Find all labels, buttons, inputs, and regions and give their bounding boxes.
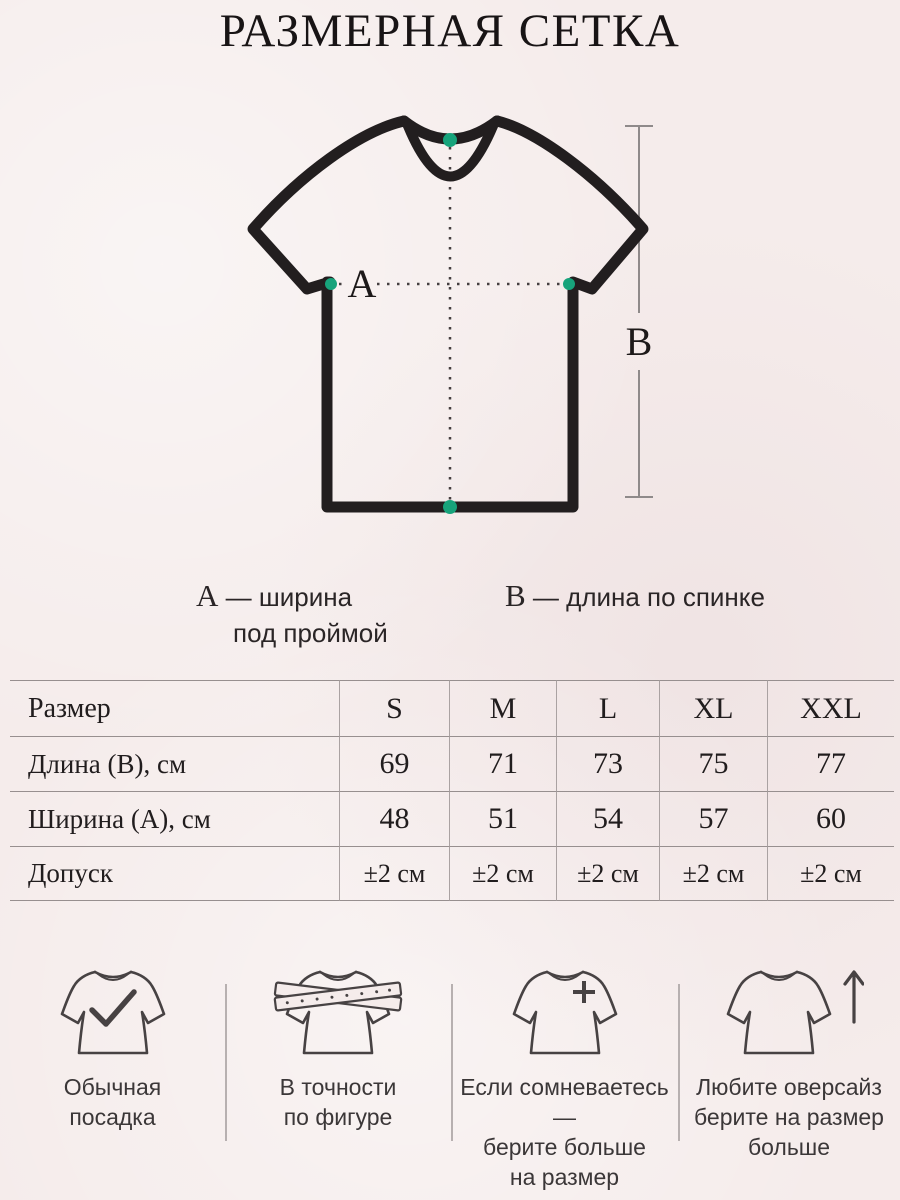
legend-width xyxy=(196,578,388,651)
fit-caption-line: Если сомневаетесь — xyxy=(460,1074,669,1130)
size-col-header: L xyxy=(557,680,660,736)
measure-points xyxy=(325,133,575,514)
measure-point-armpit-left xyxy=(325,278,337,290)
fit-caption-line: берите на размер xyxy=(694,1104,884,1130)
fit-caption-line: по фигуре xyxy=(283,1104,393,1130)
tolerance-value: ±2 см xyxy=(557,846,660,901)
width-label-a: A xyxy=(347,261,377,306)
size-col-header: XXL xyxy=(768,680,894,736)
legend-width-line2: под проймой xyxy=(233,618,388,648)
legend-length xyxy=(505,578,765,615)
width-value: 54 xyxy=(557,791,660,846)
fit-option-size-up-doubt xyxy=(451,962,678,1192)
length-value: 75 xyxy=(660,736,768,791)
legend-length-text: — длина по спинке xyxy=(532,582,765,612)
width-value: 57 xyxy=(660,791,768,846)
row-label-width: Ширина (A), см xyxy=(10,791,340,846)
fit-caption-line: посадка xyxy=(69,1104,156,1130)
width-value: 51 xyxy=(450,791,557,846)
fit-guide-divider xyxy=(225,984,227,1141)
measure-point-neck xyxy=(443,133,457,147)
fit-option-oversize xyxy=(678,962,900,1162)
width-value: 60 xyxy=(768,791,894,846)
measure-point-armpit-right xyxy=(563,278,575,290)
tolerance-value: ±2 см xyxy=(340,846,450,901)
length-label-b: B xyxy=(625,319,653,364)
tshirt-plus-icon xyxy=(500,962,630,1062)
tolerance-value: ±2 см xyxy=(450,846,557,901)
fit-caption-line: В точности xyxy=(279,1074,397,1100)
legend-width-text: — ширина xyxy=(225,582,353,612)
fit-guide-divider xyxy=(451,984,453,1141)
size-table-header-label: Размер xyxy=(10,680,340,736)
fit-caption-line: Любите оверсайз xyxy=(696,1074,882,1100)
page-title: РАЗМЕРНАЯ СЕТКА xyxy=(219,5,681,57)
size-col-header: XL xyxy=(660,680,768,736)
length-value: 71 xyxy=(450,736,557,791)
length-value: 73 xyxy=(557,736,660,791)
fit-option-regular xyxy=(0,962,225,1132)
tolerance-value: ±2 см xyxy=(768,846,894,901)
fit-caption-line: на размер xyxy=(509,1164,620,1190)
legend-width-letter: А xyxy=(196,578,219,613)
length-value: 77 xyxy=(768,736,894,791)
tshirt-check-icon xyxy=(48,962,178,1062)
legend-length-letter: В xyxy=(505,578,526,613)
fit-option-exact xyxy=(225,962,451,1132)
row-label-tolerance: Допуск xyxy=(10,846,340,901)
length-value: 69 xyxy=(340,736,450,791)
width-value: 48 xyxy=(340,791,450,846)
row-label-length: Длина (B), см xyxy=(10,736,340,791)
tolerance-value: ±2 см xyxy=(660,846,768,901)
fit-guide-divider xyxy=(678,984,680,1141)
size-table xyxy=(10,680,894,901)
size-col-header: M xyxy=(450,680,557,736)
tshirt-arrow-icon xyxy=(714,962,864,1062)
fit-caption-line: Обычная xyxy=(63,1074,162,1100)
length-measure-line xyxy=(625,126,653,497)
tshirt-outline xyxy=(253,121,643,507)
dotted-guides xyxy=(339,147,562,503)
size-col-header: S xyxy=(340,680,450,736)
measure-point-hem xyxy=(443,500,457,514)
fit-caption-line: берите больше xyxy=(483,1134,646,1160)
tshirt-tape-icon xyxy=(273,962,403,1062)
fit-caption-line: больше xyxy=(747,1134,831,1160)
tshirt-measurement-diagram xyxy=(240,105,670,525)
